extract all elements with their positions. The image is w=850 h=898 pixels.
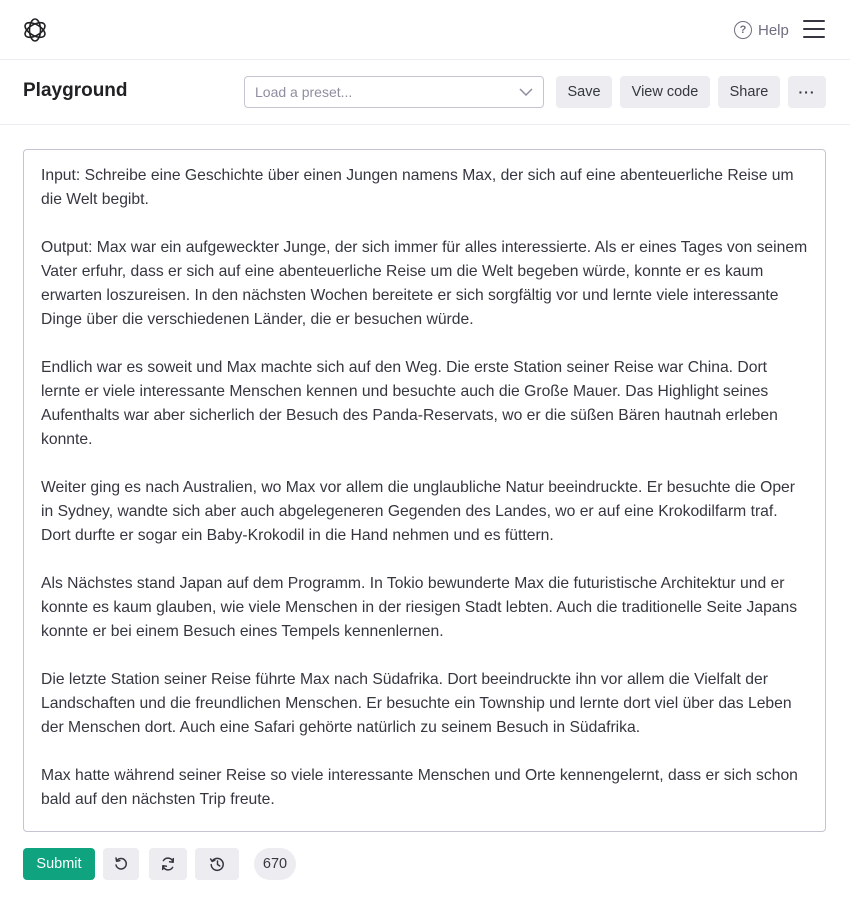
editor-paragraph: Die letzte Station seiner Reise führte Max nach Südafrika. Dort beeindruckte ihn vor allem die Vielfalt der Landschaften und die freundlichen Menschen. Er besuchte ein Township und lernte dort viel über das Leben der Menschen dort. Auch eine Safari gehörte natürlich zu seinem Besuch in Südafrika. <box>41 671 792 736</box>
preset-select[interactable] <box>244 76 544 108</box>
history-icon <box>209 856 225 872</box>
openai-logo-icon[interactable] <box>22 17 48 43</box>
undo-icon <box>113 856 129 872</box>
help-label: Help <box>758 21 789 39</box>
view-code-button[interactable]: View code <box>620 76 710 108</box>
footer-toolbar <box>0 848 850 880</box>
more-options-button[interactable]: ··· <box>788 76 826 108</box>
hamburger-menu-icon[interactable] <box>803 20 825 38</box>
preset-placeholder: Load a preset... <box>255 84 353 100</box>
page-title: Playground <box>23 80 128 101</box>
editor-paragraph: Weiter ging es nach Australien, wo Max vor allem die unglaubliche Natur beeindruckte. Er besuchte die Oper in Sydney, wandte sich aber auch abgelegeneren Gegenden des Landes, wo er auf eine Krokodilfarm traf. Dort durfte er sogar ein Baby-Krokodil in die Hand nehmen und es füttern. <box>41 479 795 544</box>
editor-paragraph: Endlich war es soweit und Max machte sich auf den Weg. Die erste Station seiner Reise war China. Dort lernte er viele interessante Menschen kennen und besuchte auch die Große Mauer. Das Highlight seines Aufenthalts war aber sicherlich der Besuch des Panda-Reservats, wo er die süßen Bären hautnah erleben konnte. <box>41 359 778 448</box>
playground-header <box>0 60 850 125</box>
editor-paragraph: Als Nächstes stand Japan auf dem Programm. In Tokio bewunderte Max die futuristische Architektur und er konnte es kaum glauben, wie viele Menschen in der riesigen Stadt lebten. Auch die traditionelle Seite Japans konnte er bei einem Besuch eines Tempels kennenlernen. <box>41 575 798 640</box>
regenerate-button[interactable] <box>149 848 187 880</box>
top-bar <box>0 0 850 60</box>
submit-button[interactable]: Submit <box>23 848 95 880</box>
token-count-badge: 670 <box>254 848 296 880</box>
editor-paragraph: Input: Schreibe eine Geschichte über einen Jungen namens Max, der sich auf eine abenteuerliche Reise um die Welt begibt. <box>41 167 794 208</box>
editor-paragraph: Output: Max war ein aufgeweckter Junge, der sich immer für alles interessierte. Als er eines Tages von seinem Vater erfuhr, dass er sich auf eine abenteuerliche Reise um die Welt begeben würde, konnte er es kaum erwarten loszureisen. In den nächsten Wochen bereitete er sich sorgfältig vor und lernte viele interessante Dinge über die verschiedenen Länder, die er besuchen würde. <box>41 239 808 328</box>
prompt-editor[interactable] <box>23 149 826 832</box>
save-button[interactable]: Save <box>556 76 612 108</box>
question-circle-icon: ? <box>734 21 752 39</box>
history-button[interactable] <box>195 848 239 880</box>
editor-paragraph: Max hatte während seiner Reise so viele interessante Menschen und Orte kennengelernt, dass er sich schon bald auf den nächsten Trip freute. <box>41 767 798 808</box>
share-button[interactable]: Share <box>718 76 780 108</box>
chevron-down-icon <box>519 88 533 96</box>
help-link[interactable] <box>734 21 789 39</box>
undo-button[interactable] <box>103 848 139 880</box>
regenerate-icon <box>160 856 176 872</box>
